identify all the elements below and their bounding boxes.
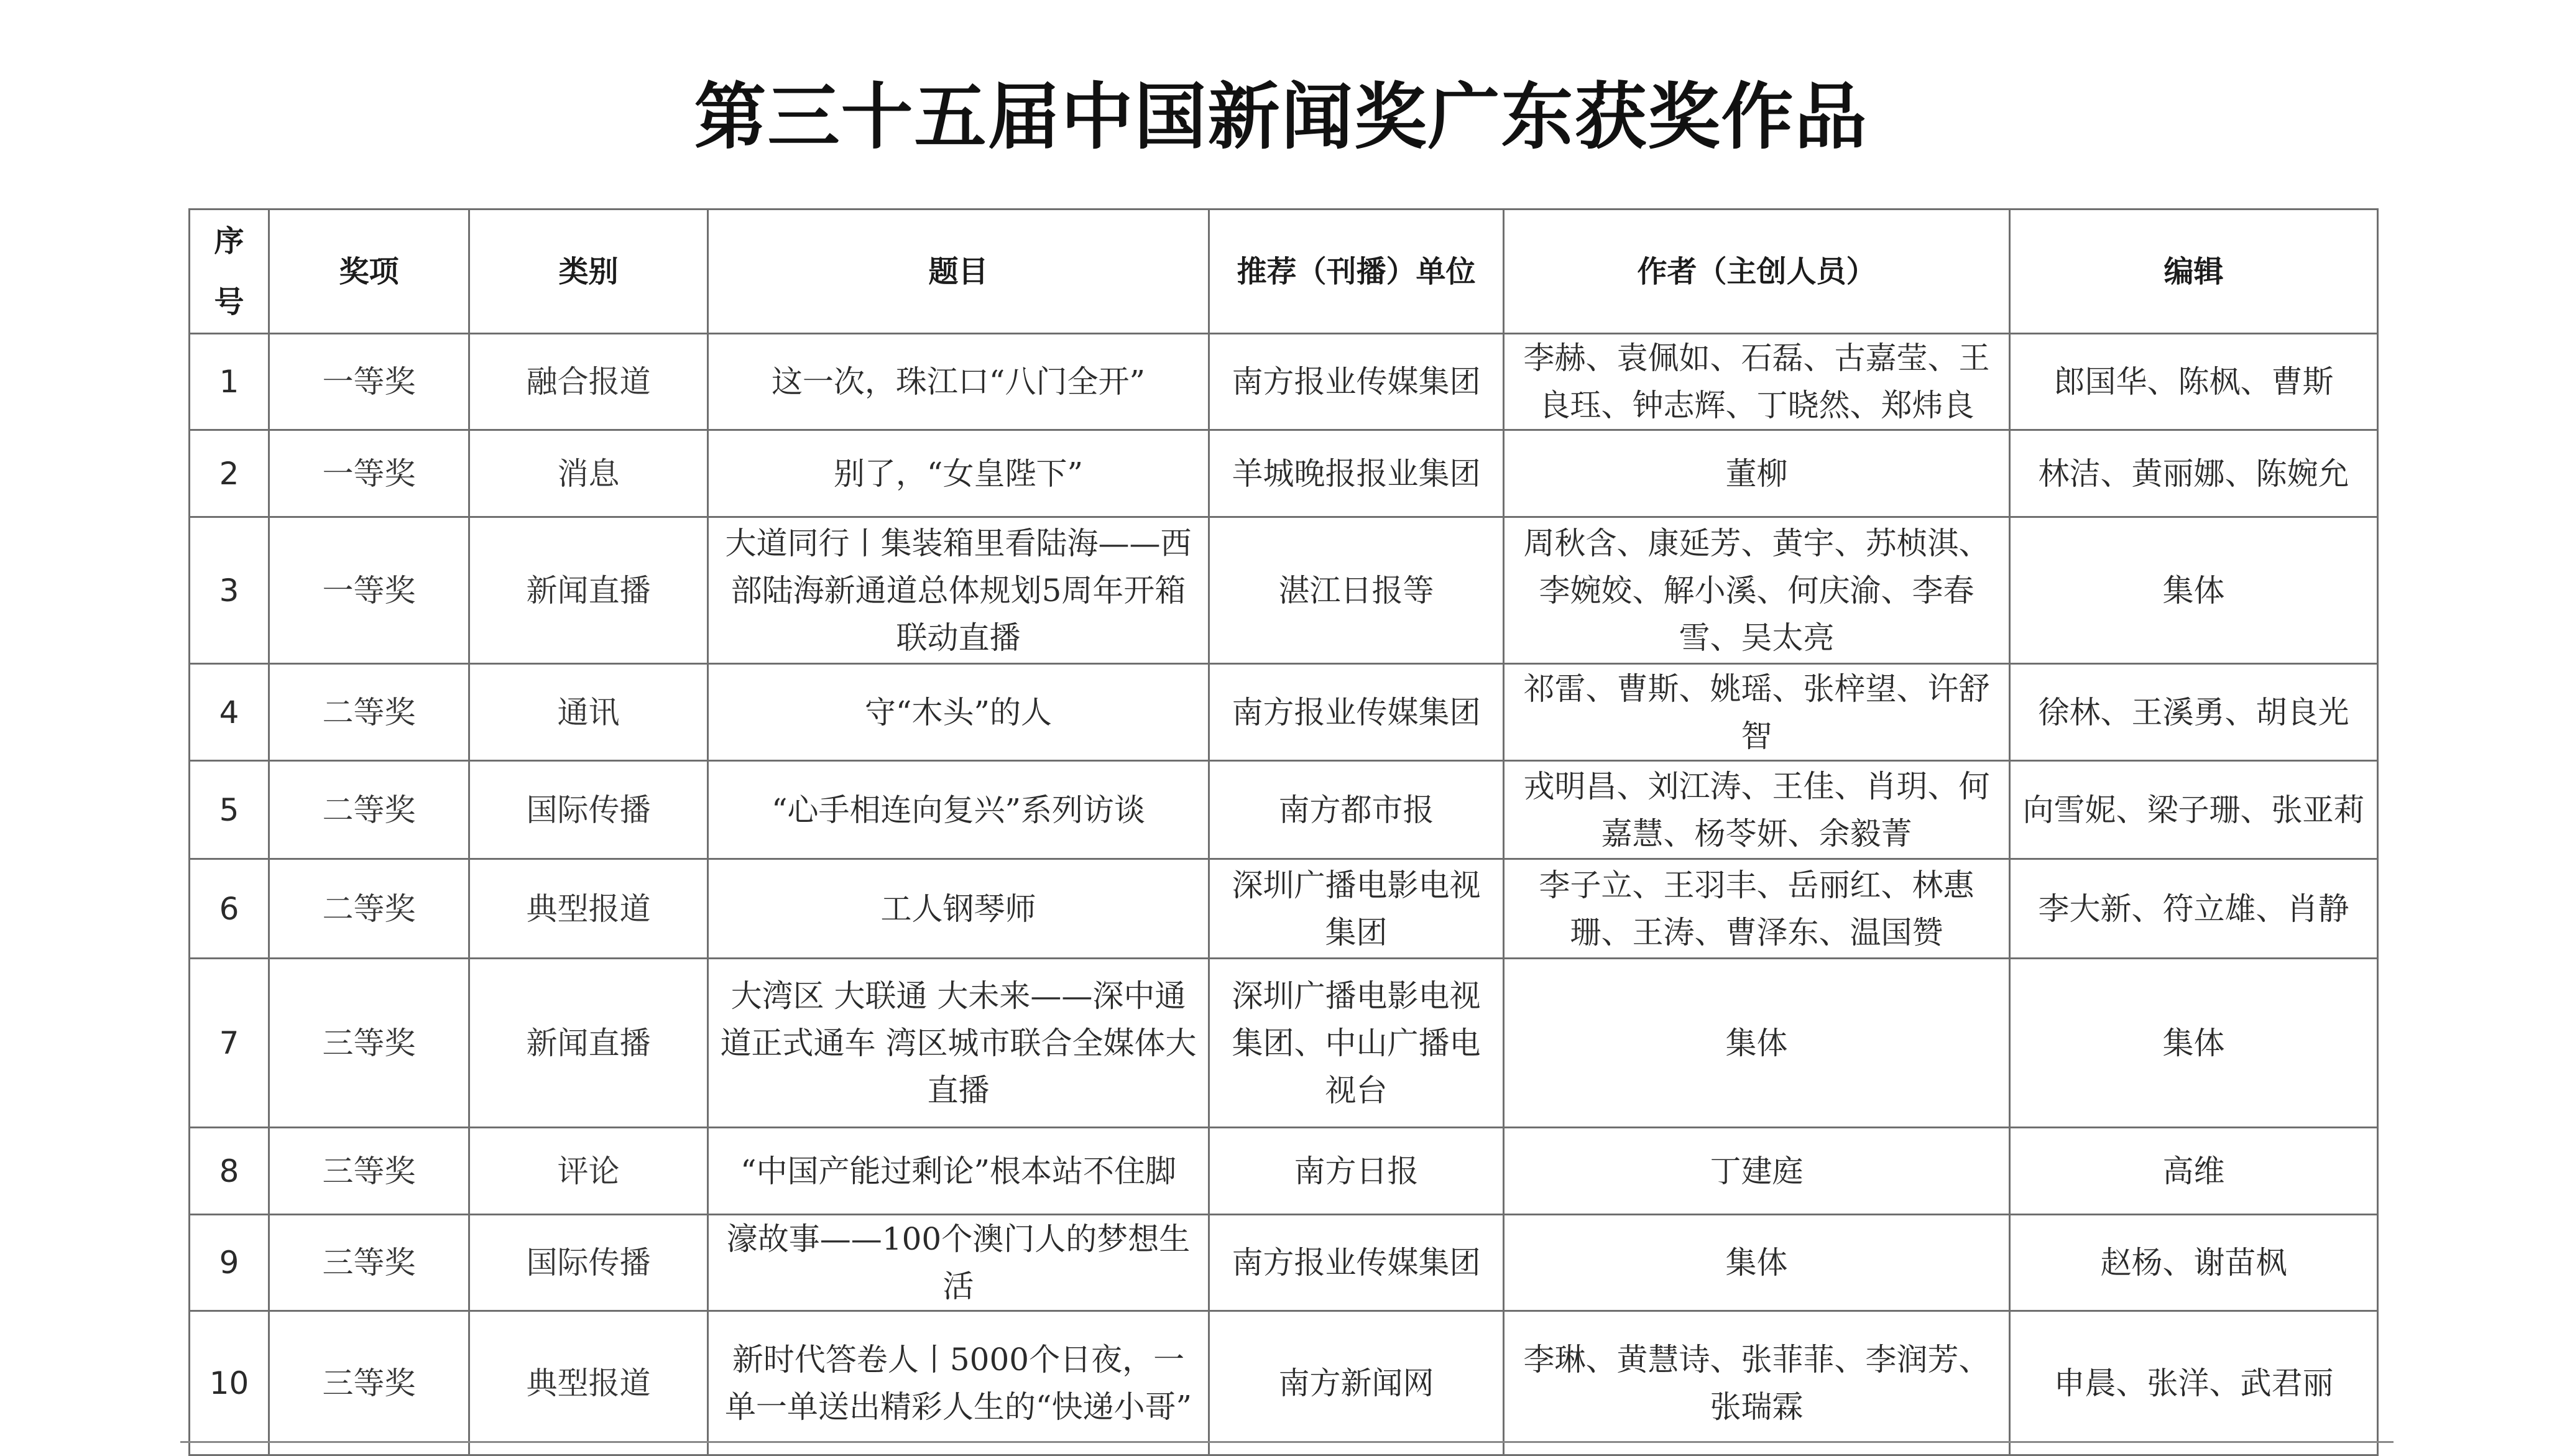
topic-cell: 工人钢琴师: [708, 859, 1209, 959]
authors-cell: 周秋含、康延芳、黄宇、苏桢淇、李婉姣、解小溪、何庆渝、李春雪、吴太亮: [1504, 517, 2010, 664]
unit-cell: 南方报业传媒集团: [1209, 334, 1504, 430]
award-cell: 三等奖: [269, 1128, 469, 1215]
unit-cell: 湛江日报等: [1209, 517, 1504, 664]
editors-cell: 集体: [2010, 959, 2378, 1128]
award-cell: 二等奖: [269, 859, 469, 959]
award-cell: 二等奖: [269, 664, 469, 761]
table-row: [190, 959, 2378, 1128]
row-seq: 10: [190, 1311, 269, 1455]
table-row: [190, 1311, 2378, 1455]
editors-cell: 集体: [2010, 517, 2378, 664]
editors-cell: 李大新、符立雄、肖静: [2010, 859, 2378, 959]
table-row: [190, 430, 2378, 517]
header-seq: 序 号: [190, 210, 269, 334]
header-unit: 推荐（刊播）单位: [1209, 210, 1504, 334]
header-authors: 作者（主创人员）: [1504, 210, 2010, 334]
unit-cell: 深圳广播电影电视集团、中山广播电视台: [1209, 959, 1504, 1128]
topic-cell: 大道同行丨集装箱里看陆海——西部陆海新通道总体规划5周年开箱联动直播: [708, 517, 1209, 664]
authors-cell: 集体: [1504, 959, 2010, 1128]
table-row: [190, 664, 2378, 761]
authors-cell: 李赫、袁佩如、石磊、古嘉莹、王良珏、钟志辉、丁晓然、郑炜良: [1504, 334, 2010, 430]
header-editors: 编辑: [2010, 210, 2378, 334]
row-seq: 9: [190, 1215, 269, 1311]
unit-cell: 南方报业传媒集团: [1209, 1215, 1504, 1311]
award-cell: 一等奖: [269, 517, 469, 664]
table-header-row: [190, 210, 2378, 334]
authors-cell: 董柳: [1504, 430, 2010, 517]
authors-cell: 李琳、黄慧诗、张菲菲、李润芳、张瑞霖: [1504, 1311, 2010, 1455]
row-seq: 6: [190, 859, 269, 959]
row-seq: 5: [190, 761, 269, 859]
category-cell: 新闻直播: [469, 959, 708, 1128]
row-seq: 1: [190, 334, 269, 430]
row-seq: 4: [190, 664, 269, 761]
header-category: 类别: [469, 210, 708, 334]
row-seq: 8: [190, 1128, 269, 1215]
category-cell: 典型报道: [469, 1311, 708, 1455]
row-seq: 2: [190, 430, 269, 517]
topic-cell: “心手相连向复兴”系列访谈: [708, 761, 1209, 859]
unit-cell: 南方都市报: [1209, 761, 1504, 859]
topic-cell: 濠故事——100个澳门人的梦想生活: [708, 1215, 1209, 1311]
header-award: 奖项: [269, 210, 469, 334]
category-cell: 国际传播: [469, 1215, 708, 1311]
award-cell: 二等奖: [269, 761, 469, 859]
unit-cell: 南方新闻网: [1209, 1311, 1504, 1455]
table-row: [190, 334, 2378, 430]
topic-cell: 守“木头”的人: [708, 664, 1209, 761]
category-cell: 评论: [469, 1128, 708, 1215]
award-cell: 三等奖: [269, 1311, 469, 1455]
row-seq: 3: [190, 517, 269, 664]
editors-cell: 徐林、王溪勇、胡良光: [2010, 664, 2378, 761]
table-row: [190, 1128, 2378, 1215]
editors-cell: 林洁、黄丽娜、陈婉允: [2010, 430, 2378, 517]
authors-cell: 祁雷、曹斯、姚瑶、张梓望、许舒智: [1504, 664, 2010, 761]
category-cell: 融合报道: [469, 334, 708, 430]
row-seq: 7: [190, 959, 269, 1128]
table-row: [190, 517, 2378, 664]
editors-cell: 高维: [2010, 1128, 2378, 1215]
table-row: [190, 1215, 2378, 1311]
authors-cell: 李子立、王羽丰、岳丽红、林惠珊、王涛、曹泽东、温国赞: [1504, 859, 2010, 959]
editors-cell: 向雪妮、梁子珊、张亚莉: [2010, 761, 2378, 859]
topic-cell: 新时代答卷人丨5000个日夜，一单一单送出精彩人生的“快递小哥”: [708, 1311, 1209, 1455]
unit-cell: 南方日报: [1209, 1128, 1504, 1215]
category-cell: 新闻直播: [469, 517, 708, 664]
table-row: [190, 859, 2378, 959]
unit-cell: 深圳广播电影电视集团: [1209, 859, 1504, 959]
awards-table: [188, 208, 2379, 1456]
unit-cell: 南方报业传媒集团: [1209, 664, 1504, 761]
category-cell: 典型报道: [469, 859, 708, 959]
topic-cell: “中国产能过剩论”根本站不住脚: [708, 1128, 1209, 1215]
category-cell: 消息: [469, 430, 708, 517]
table-row: [190, 761, 2378, 859]
award-cell: 一等奖: [269, 334, 469, 430]
authors-cell: 戎明昌、刘江涛、王佳、肖玥、何嘉慧、杨苓妍、余毅菁: [1504, 761, 2010, 859]
award-cell: 三等奖: [269, 959, 469, 1128]
unit-cell: 羊城晚报报业集团: [1209, 430, 1504, 517]
header-topic: 题目: [708, 210, 1209, 334]
editors-cell: 赵杨、谢苗枫: [2010, 1215, 2378, 1311]
award-cell: 一等奖: [269, 430, 469, 517]
topic-cell: 别了，“女皇陛下”: [708, 430, 1209, 517]
page-title: 第三十五届中国新闻奖广东获奖作品: [694, 75, 1868, 159]
category-cell: 通讯: [469, 664, 708, 761]
authors-cell: 集体: [1504, 1215, 2010, 1311]
table-bottom-edge: [180, 1441, 2394, 1443]
authors-cell: 丁建庭: [1504, 1128, 2010, 1215]
topic-cell: 这一次，珠江口“八门全开”: [708, 334, 1209, 430]
award-cell: 三等奖: [269, 1215, 469, 1311]
topic-cell: 大湾区 大联通 大未来——深中通道正式通车 湾区城市联合全媒体大直播: [708, 959, 1209, 1128]
editors-cell: 郎国华、陈枫、曹斯: [2010, 334, 2378, 430]
category-cell: 国际传播: [469, 761, 708, 859]
editors-cell: 申晨、张洋、武君丽: [2010, 1311, 2378, 1455]
